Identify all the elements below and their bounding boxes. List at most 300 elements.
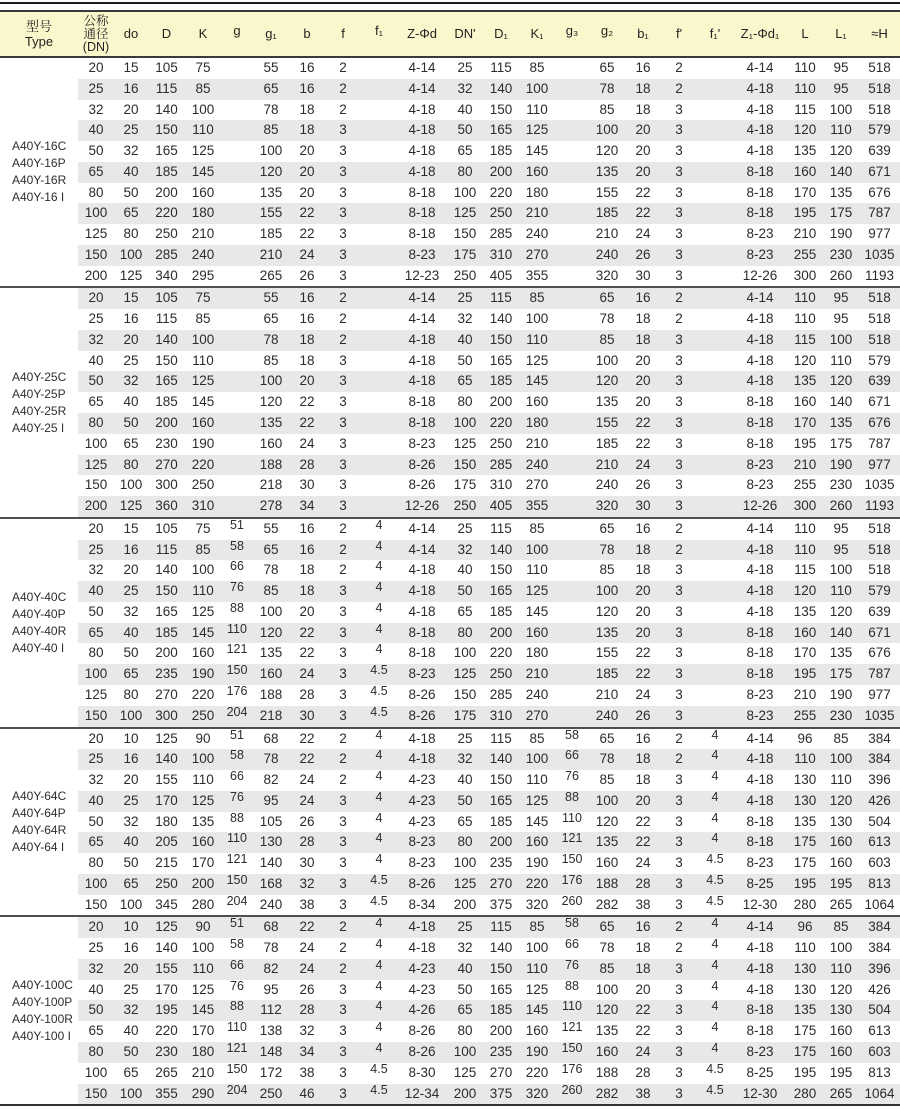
cell [221,430,253,451]
header-cell-g: g₂ [600,23,614,38]
cell: 355 [155,1085,178,1101]
cell: 78 [263,331,279,347]
cell: 4-14 [746,520,774,536]
cell: 38 [635,1085,651,1101]
cell: 375 [489,896,513,912]
cell [221,262,253,283]
cell: 3 [339,896,347,912]
cell: 80 [457,394,473,410]
cell: 176 [561,1061,583,1076]
cell: 32 [123,813,139,829]
cell: 65 [599,919,615,935]
cell: 160 [191,645,215,661]
cell [697,305,733,326]
cell: 4-18 [746,331,774,347]
cell: 50 [88,373,104,389]
cell-type-spacer [0,203,78,224]
cell: 120 [259,394,283,410]
cell: 51 [230,916,244,931]
cell: 2 [675,940,683,956]
cell: 121 [226,642,248,657]
cell: 95 [263,792,279,808]
cell: 3 [675,562,683,578]
cell: 3 [675,960,683,976]
cell: 4 [375,916,383,931]
cell: 8-30 [408,1064,436,1080]
cell: 85 [263,352,279,368]
cell: 115 [490,520,512,536]
cell: 30 [635,267,651,283]
cell: 120 [595,143,619,159]
cell: 80 [457,834,473,850]
cell: 80 [88,645,104,661]
cell: 12-34 [404,1085,440,1101]
cell: 310 [489,246,513,262]
cell: 405 [489,498,513,514]
cell: 200 [84,267,108,283]
cell: 50 [457,792,473,808]
cell: 90 [195,730,211,746]
cell: 160 [191,415,215,431]
cell: 188 [259,456,283,472]
cell [221,220,253,241]
cell: 4 [711,727,719,742]
group-label-line-1: A40Y-64P [12,805,66,820]
cell-type-spacer [0,224,78,245]
cell [361,451,397,472]
cell: 140 [489,541,513,557]
cell: 3 [675,855,683,871]
cell [361,305,397,326]
cell: 3 [675,184,683,200]
cell: 16 [299,80,315,96]
cell: 18 [635,541,651,557]
cell: 3 [675,686,683,702]
cell: 639 [868,603,891,619]
cell: 16 [123,541,139,557]
cell: 4 [375,937,383,952]
cell: 8-18 [746,834,774,850]
cell [555,96,589,117]
cell: 265 [259,267,283,283]
cell: 16 [299,60,315,75]
cell: 360 [155,498,178,514]
cell: 20 [635,603,651,619]
cell: 160 [829,1043,853,1059]
cell: 140 [155,331,178,347]
cell: 10 [123,919,139,935]
cell: 25 [457,730,473,746]
cell: 220 [191,686,215,702]
cell: 4 [375,769,383,784]
cell [361,326,397,347]
cell-type-spacer [0,496,78,517]
cell: 15 [123,60,139,75]
cell [697,619,733,640]
cell: 18 [635,751,651,767]
cell: 639 [868,143,891,159]
cell: 3 [339,603,347,619]
cell: 121 [561,1020,583,1035]
cell: 32 [457,940,473,956]
cell: 78 [263,751,279,767]
cell: 2 [675,541,683,557]
cell: 50 [88,813,104,829]
cell: 12-26 [742,267,778,283]
header-cell-L: L₁ [835,26,847,41]
cell: 65 [599,60,615,75]
cell: 145 [525,813,549,829]
cell: 25 [457,60,473,75]
cell: 1064 [864,1085,895,1101]
cell: 55 [263,290,279,306]
cell: 22 [635,666,651,682]
cell: 200 [489,834,513,850]
cell: 85 [529,919,545,935]
table-row [0,288,900,309]
cell: 26 [299,267,315,283]
cell: 3 [675,246,683,262]
cell: 18 [299,101,315,117]
cell: 300 [155,477,178,493]
table-row [0,475,900,496]
cell: 4.5 [706,1082,724,1097]
cell: 4-23 [408,813,436,829]
cell: 32 [299,1023,315,1039]
cell: 250 [489,205,513,221]
cell: 4 [375,999,383,1014]
cell: 140 [829,394,853,410]
cell: 3 [339,645,347,661]
cell: 3 [339,813,347,829]
cell: 155 [595,184,619,200]
table-row [0,560,900,581]
cell: 4-18 [408,751,436,767]
cell: 32 [299,875,315,891]
cell: 110 [794,311,816,327]
cell: 8-23 [746,246,774,262]
cell: 78 [599,751,615,767]
cell: 145 [191,394,215,410]
cell: 135 [793,143,817,159]
table-row [0,100,900,121]
cell: 8-18 [408,394,436,410]
cell: 40 [123,163,139,179]
cell: 639 [868,373,891,389]
spec-sheet-page [0,2,900,1106]
cell [361,75,397,96]
cell [697,199,733,220]
cell: 20 [123,772,139,788]
cell: 85 [599,772,615,788]
cell: 140 [155,562,178,578]
cell: 100 [191,331,215,347]
cell: 180 [525,645,549,661]
cell: 85 [599,101,615,117]
cell [697,660,733,681]
cell: 8-18 [746,184,774,200]
cell: 125 [84,226,108,242]
cell: 3 [339,477,347,493]
cell: 384 [868,730,891,746]
cell: 170 [155,792,178,808]
cell: 2 [339,562,347,578]
cell: 2 [339,60,347,75]
cell: 100 [525,751,549,767]
cell: 3 [339,1064,347,1080]
cell: 300 [793,267,817,283]
cell-type-spacer [0,729,78,750]
cell: 110 [192,352,214,368]
cell: 140 [829,163,853,179]
cell: 85 [599,331,615,347]
cell: 125 [453,205,477,221]
cell: 110 [794,541,816,557]
cell: 100 [525,80,549,96]
cell: 4-18 [408,603,436,619]
cell: 4.5 [370,893,388,908]
cell: 80 [88,415,104,431]
cell: 4-14 [746,290,774,306]
cell: 65 [263,541,279,557]
cell: 2 [339,940,347,956]
cell: 3 [675,896,683,912]
cell: 95 [833,541,849,557]
group-label-line-3: A40Y-25 I [12,420,65,435]
cell: 68 [263,919,279,935]
cell: 787 [868,435,891,451]
cell: 170 [793,645,817,661]
cell: 32 [457,311,473,327]
cell: 240 [525,456,549,472]
cell: 24 [299,435,315,451]
cell: 125 [453,1064,477,1080]
cell: 3 [675,352,683,368]
cell: 4.5 [370,683,388,698]
cell: 260 [829,267,853,283]
table-row [0,791,900,812]
cell: 4 [375,559,383,574]
cell: 105 [155,520,178,536]
cell: 26 [635,246,651,262]
cell: 3 [339,583,347,599]
cell: 579 [868,122,891,138]
cell: 8-18 [408,415,436,431]
cell [555,326,589,347]
cell: 140 [155,751,178,767]
cell: 110 [794,80,816,96]
cell: 100 [259,373,283,389]
cell: 16 [123,80,139,96]
cell: 3 [675,498,683,514]
cell: 22 [635,834,651,850]
cell: 180 [191,1043,215,1059]
cell: 75 [195,520,211,536]
cell: 120 [793,122,817,138]
cell: 4 [375,957,383,972]
cell: 3 [675,373,683,389]
cell: 210 [259,246,283,262]
cell: 148 [259,1043,283,1059]
cell: 18 [635,960,651,976]
cell: 100 [829,101,853,117]
cell: 384 [868,751,891,767]
cell: 18 [635,562,651,578]
cell: 22 [299,919,315,935]
cell: 85 [529,290,545,306]
cell: 50 [88,603,104,619]
cell: 3 [339,352,347,368]
cell: 30 [299,707,315,723]
cell [697,347,733,368]
cell: 195 [155,1002,178,1018]
cell: 12-26 [742,498,778,514]
cell: 12-23 [404,267,440,283]
cell: 4-18 [746,583,774,599]
cell: 22 [635,1002,651,1018]
group-label-line-3: A40Y-16 I [12,190,65,205]
cell: 250 [489,666,513,682]
cell: 165 [489,352,513,368]
cell: 8-18 [746,415,774,431]
cell: 78 [263,101,279,117]
cell [697,702,733,723]
cell: 22 [299,415,315,431]
cell: 140 [155,940,178,956]
cell: 145 [525,1002,549,1018]
cell: 175 [829,435,853,451]
cell: 40 [88,981,104,997]
cell: 100 [191,101,215,117]
cell: 4-18 [408,122,436,138]
cell: 270 [489,1064,513,1080]
cell: 65 [599,290,615,306]
cell: 95 [833,520,849,536]
cell [361,262,397,283]
cell: 100 [119,477,143,493]
cell: 3 [339,1002,347,1018]
cell: 176 [226,683,248,698]
cell [361,430,397,451]
cell: 20 [635,394,651,410]
cell: 160 [793,163,817,179]
cell: 40 [123,624,139,640]
group-label-line-2: A40Y-25R [12,403,67,418]
cell [361,179,397,200]
cell: 190 [191,666,215,682]
cell: 320 [525,896,549,912]
cell: 110 [830,583,852,599]
cell: 977 [868,686,891,702]
cell: 240 [595,246,619,262]
cell: 18 [635,772,651,788]
cell: 58 [565,916,579,931]
cell: 977 [868,226,891,242]
cell-type-spacer [0,874,78,895]
header-cell-DN: DN' [454,26,476,41]
cell: 20 [635,583,651,599]
cell: 2 [339,290,347,306]
cell: 255 [793,246,817,262]
cell: 66 [565,748,579,763]
cell [361,284,397,305]
cell: 180 [525,415,549,431]
group-label-line-2: A40Y-64R [12,822,67,837]
cell: 140 [489,80,513,96]
cell: 100 [259,603,283,619]
cell: 320 [595,267,619,283]
cell: 150 [489,772,513,788]
cell: 125 [84,686,108,702]
cell: 175 [829,205,853,221]
cell [221,388,253,409]
cell: 24 [299,792,315,808]
header-type-en: Type [24,34,54,49]
cell: 85 [529,730,545,746]
cell [221,199,253,220]
cell: 80 [123,686,139,702]
cell: 185 [595,435,619,451]
cell: 160 [525,394,549,410]
cell [555,619,589,640]
cell: 255 [793,707,817,723]
cell: 3 [675,122,683,138]
cell: 155 [595,415,619,431]
cell: 32 [123,1002,139,1018]
cell: 22 [299,226,315,242]
cell: 150 [489,331,513,347]
cell: 518 [868,311,891,327]
cell: 175 [793,1043,817,1059]
cell: 140 [259,855,283,871]
cell: 210 [793,686,817,702]
cell-type-spacer [0,58,78,79]
cell: 80 [88,855,104,871]
cell: 3 [339,184,347,200]
cell: 110 [526,331,548,347]
cell: 100 [84,1064,108,1080]
cell: 310 [489,707,513,723]
cell: 135 [259,415,283,431]
cell: 215 [155,855,178,871]
cell: 16 [635,520,651,536]
cell: 4-18 [408,730,436,746]
cell: 22 [635,1023,651,1039]
header-dn-line-2: (DN) [82,39,110,54]
cell: 1193 [864,267,895,283]
cell: 18 [299,331,315,347]
group-label [0,977,78,1045]
cell: 145 [525,603,549,619]
cell [555,388,589,409]
cell: 195 [793,666,817,682]
series-group-2 [0,517,900,727]
cell: 160 [525,834,549,850]
cell: 85 [195,541,211,557]
cell: 125 [155,730,178,746]
cell: 4-18 [408,919,436,935]
cell: 100 [84,666,108,682]
group-label-line-0: A40Y-40C [12,589,67,604]
cell: 375 [489,1085,513,1101]
cell: 4.5 [370,663,388,678]
cell: 150 [561,852,583,867]
cell: 120 [793,352,817,368]
cell: 176 [561,872,583,887]
cell: 20 [299,373,315,389]
cell: 218 [259,477,283,493]
cell: 170 [155,981,178,997]
